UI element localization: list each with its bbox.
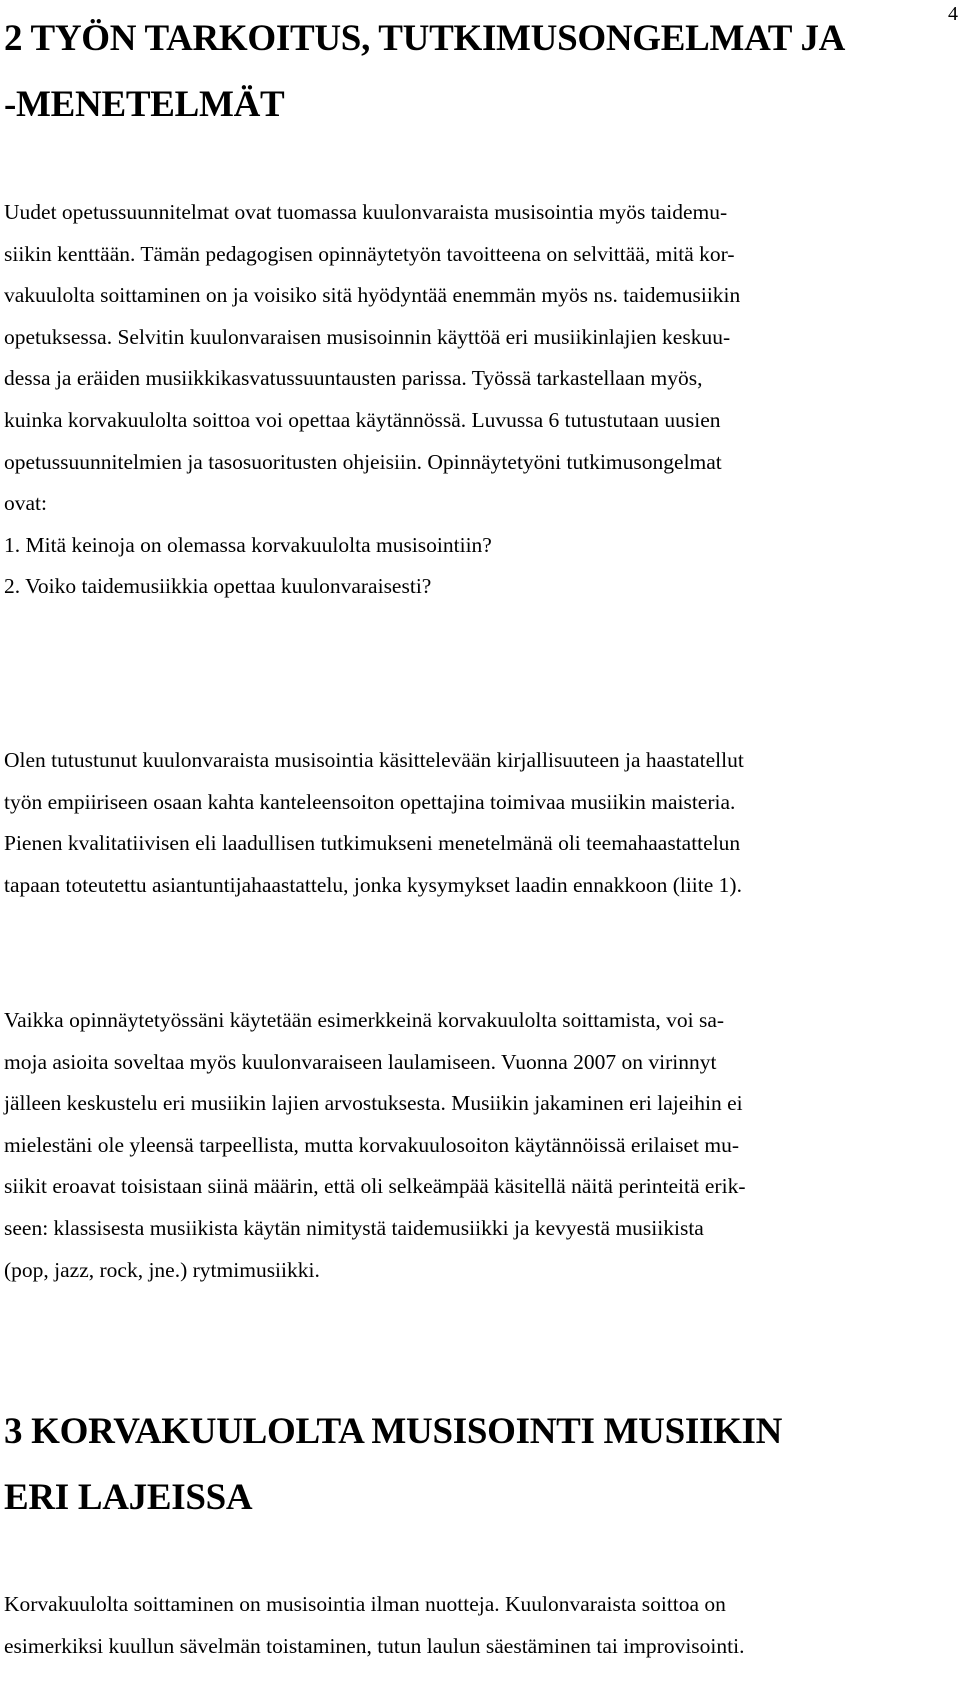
text-line: esimerkiksi kuullun sävelmän toistaminen, tutun laulun säestäminen tai improvisointi.	[4, 1633, 745, 1658]
text-line: seen: klassisesta musiikista käytän nimitystä taidemusiikki ja kevyestä musiikista	[4, 1215, 704, 1240]
section-2-paragraph-3	[4, 1000, 950, 1291]
section-2-paragraph-1	[4, 192, 950, 608]
text-line: tapaan toteutettu asiantuntijahaastattelu, jonka kysymykset laadin ennakkoon (liite 1).	[4, 872, 742, 897]
text-line: Uudet opetussuunnitelmat ovat tuomassa kuulonvaraista musisointia myös taidemu-	[4, 200, 728, 224]
section-2-paragraph-2	[4, 740, 950, 906]
text-line: ovat:	[4, 491, 47, 516]
text-line: vakuulolta soittaminen on ja voisiko sitä hyödyntää enemmän myös ns. taidemusiikin	[4, 283, 741, 308]
text-line: Vaikka opinnäytetyössäni käytetään esimerkkeinä korvakuulolta soittamista, voi sa-	[4, 1008, 725, 1032]
list-item-2: 2. Voiko taidemusiikkia opettaa kuulonvaraisesti?	[4, 574, 432, 599]
text-line: siikit eroavat toisistaan siinä määrin, että oli selkeämpää käsitellä näitä perinteitä erik-	[4, 1174, 746, 1199]
text-line: dessa ja eräiden musiikkikasvatussuuntausten parissa. Työssä tarkastellaan myös,	[4, 366, 703, 391]
page-number: 4	[948, 3, 958, 25]
heading-line: -MENETELMÄT	[4, 84, 285, 125]
text-line: työn empiiriseen osaan kahta kanteleensoiton opettajina toimivaa musiikin maisteria.	[4, 789, 736, 814]
heading-line: ERI LAJEISSA	[4, 1477, 253, 1518]
text-line: (pop, jazz, rock, jne.) rytmimusiikki.	[4, 1257, 320, 1282]
text-line: jälleen keskustelu eri musiikin lajien arvostuksesta. Musiikin jakaminen eri lajeihin ei	[4, 1091, 743, 1116]
text-line: Olen tutustunut kuulonvaraista musisointia käsittelevään kirjallisuuteen ja haastatellut	[4, 748, 744, 772]
text-line: opetussuunnitelmien ja tasosuoritusten ohjeisiin. Opinnäytetyöni tutkimusongelmat	[4, 449, 722, 474]
section-3-paragraph-1	[4, 1584, 950, 1667]
text-line: siikin kenttään. Tämän pedagogisen opinnäytetyön tavoitteena on selvittää, mitä kor-	[4, 241, 735, 266]
list-item-1: 1. Mitä keinoja on olemassa korvakuulolta musisointiin?	[4, 532, 492, 557]
heading-line: 2 TYÖN TARKOITUS, TUTKIMUSONGELMAT JA	[4, 18, 846, 59]
text-line: Korvakuulolta soittaminen on musisointia ilman nuotteja. Kuulonvaraista soittoa on	[4, 1592, 726, 1616]
text-line: Pienen kvalitatiivisen eli laadullisen tutkimukseni menetelmänä oli teemahaastattelun	[4, 831, 741, 856]
text-line: mielestäni ole yleensä tarpeellista, mutta korvakuulosoiton käytännöissä erilaiset mu-	[4, 1132, 739, 1157]
section-3-heading	[4, 1399, 954, 1531]
text-line: opetuksessa. Selvitin kuulonvaraisen musisoinnin käyttöä eri musiikinlajien keskuu-	[4, 324, 731, 349]
heading-line: 3 KORVAKUULOLTA MUSISOINTI MUSIIKIN	[4, 1411, 783, 1452]
text-line: kuinka korvakuulolta soittoa voi opettaa käytännössä. Luvussa 6 tutustutaan uusien	[4, 407, 721, 432]
text-line: moja asioita soveltaa myös kuulonvaraiseen laulamiseen. Vuonna 2007 on virinnyt	[4, 1049, 717, 1074]
section-2-heading	[4, 6, 954, 138]
